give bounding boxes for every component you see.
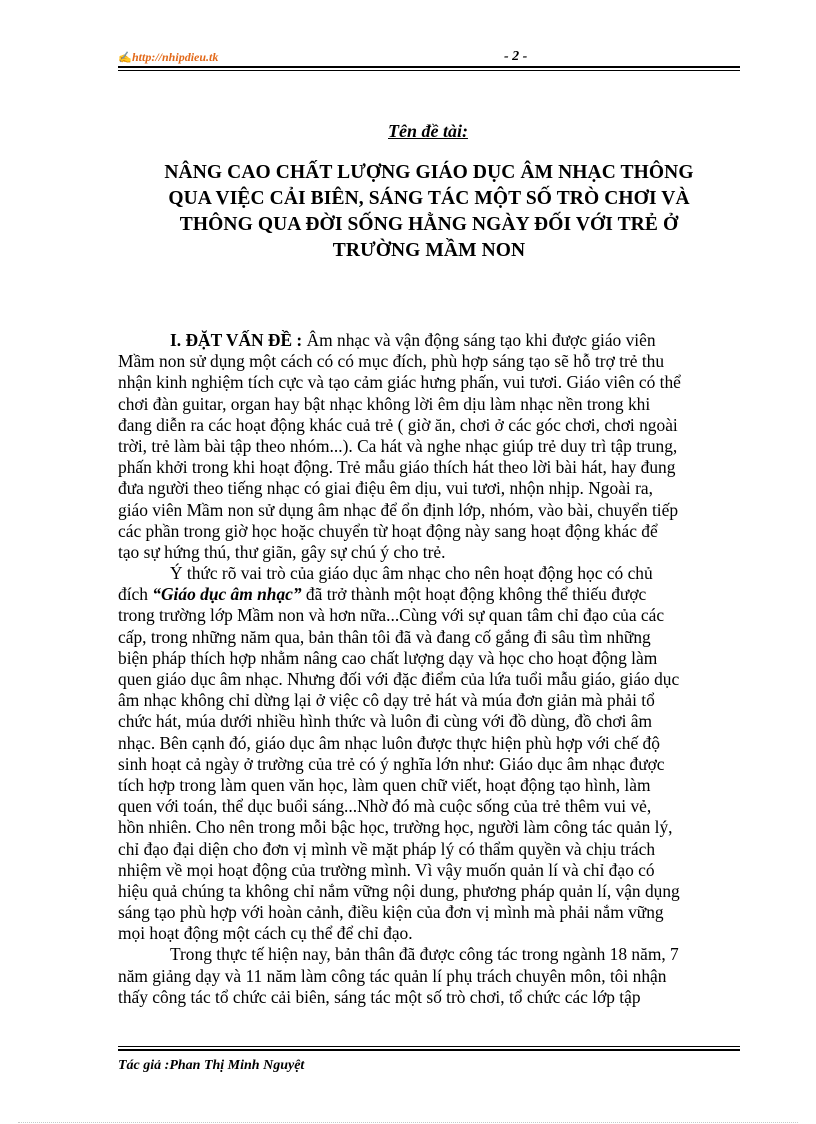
paragraph-line: Trong thực tế hiện nay, bản thân đã được công tác trong ngành 18 năm, 7 xyxy=(170,944,679,965)
paragraph-line: nhận kinh nghiệm tích cực và tạo cảm giác hưng phấn, vui tươi. Giáo viên có thể xyxy=(118,372,681,393)
header-url-link[interactable]: http://nhipdieu.tk xyxy=(132,50,219,64)
paragraph-line: I. ĐẶT VẤN ĐỀ : Âm nhạc và vận động sáng tạo khi được giáo viên xyxy=(170,330,656,350)
paragraph-line: trong trường lớp Mầm non và hơn nữa...Cùng với sự quan tâm chỉ đạo của các xyxy=(118,605,665,626)
title-line: NÂNG CAO CHẤT LƯỢNG GIÁO DỤC ÂM NHẠC THÔNG xyxy=(164,162,694,183)
author-footer: Tác giả :Phan Thị Minh Nguyệt xyxy=(118,1058,305,1073)
header-rule-thin xyxy=(118,70,740,71)
title-line: TRƯỜNG MẦM NON xyxy=(332,240,526,261)
paragraph-line: chỉ đạo đại diện cho đơn vị mình về mặt pháp lý có thẩm quyền và chịu trách xyxy=(118,838,656,859)
emphasis-text: “Giáo dục âm nhạc” xyxy=(152,584,302,605)
section-heading: I. ĐẶT VẤN ĐỀ : xyxy=(170,330,303,350)
writing-hand-icon: ✍ xyxy=(118,52,132,64)
paragraph-line: các phần trong giờ học hoặc chuyển từ hoạt động này sang hoạt động khác để xyxy=(118,520,658,541)
paragraph-line: giáo viên Mầm non sử dụng âm nhạc để ổn định lớp, nhóm, vào bài, chuyển tiếp xyxy=(118,499,679,520)
paragraph-line: phấn khởi trong khi hoạt động. Trẻ mẫu giáo thích hát theo lời bài hát, hay đung xyxy=(118,457,676,478)
paragraph-line: mọi hoạt động một cách cụ thể để chỉ đạo. xyxy=(118,923,413,944)
paragraph-line: Mầm non sử dụng một cách có có mục đích, phù hợp sáng tạo sẽ hỗ trợ trẻ thu xyxy=(118,351,665,372)
paragraph-line: sáng tạo phù hợp với hoàn cảnh, điều kiện của đơn vị mình mà phải nắm vững xyxy=(118,902,664,923)
footer-rule-thick xyxy=(118,1049,740,1051)
paragraph-line: quen giáo dục âm nhạc. Nhưng đối với đặc điểm của lứa tuổi mẫu giáo, giáo dục xyxy=(118,669,680,689)
paragraph-line: tích hợp trong làm quen văn học, làm quen chữ viết, hoạt động tạo hình, làm xyxy=(118,774,651,795)
paragraph-line: quen với toán, thể dục buổi sáng...Nhờ đó mà cuộc sống của trẻ thêm vui vẻ, xyxy=(118,796,652,817)
title-line: QUA VIỆC CẢI BIÊN, SÁNG TÁC MỘT SỐ TRÒ CHƠI VÀ xyxy=(168,188,690,209)
page-number: - 2 - xyxy=(504,49,528,64)
paragraph-line: đang diễn ra các hoạt động khác cuả trẻ ( giờ ăn, chơi ở các góc chơi, chơi ngoài xyxy=(118,414,678,435)
paragraph-line: trời, trẻ làm bài tập theo nhóm...). Ca hát và nghe nhạc giúp trẻ duy trì tập trung, xyxy=(118,435,678,456)
paragraph-line: tạo sự hứng thú, thư giãn, gây sự chú ý cho trẻ. xyxy=(118,541,446,562)
paragraph-line: hiệu quả chúng ta không chỉ nắm vững nội dung, phương pháp quản lí, vận dụng xyxy=(118,880,680,901)
paragraph-line: chức hát, múa dưới nhiều hình thức và luôn đi cùng với đồ dùng, đồ chơi âm xyxy=(118,711,653,732)
paragraph-line: biện pháp thích hợp nhằm nâng cao chất lượng dạy và học cho hoạt động làm xyxy=(118,647,658,668)
paragraph-line: nhiệm về mọi hoạt động của trường mình. Vì vậy muốn quản lí và chỉ đạo có xyxy=(118,859,655,880)
paragraph-line: cấp, trong những năm qua, bản thân tôi đã và đang cố gắng đi sâu tìm những xyxy=(118,626,651,647)
paragraph-line: Ý thức rõ vai trò của giáo dục âm nhạc cho nên hoạt động học có chủ xyxy=(170,563,653,584)
paragraph-line: chơi đàn guitar, organ hay bật nhạc không lời êm dịu làm nhạc nền trong khi xyxy=(118,393,651,414)
topic-label: Tên đề tài: xyxy=(388,121,468,141)
paragraph-line: đưa người theo tiếng nhạc có giai điệu êm dịu, vui tươi, nhộn nhịp. Ngoài ra, xyxy=(118,478,653,499)
header-rule-thick xyxy=(118,66,740,68)
title-line: THÔNG QUA ĐỜI SỐNG HẰNG NGÀY ĐỐI VỚI TRẺ Ở xyxy=(179,214,679,235)
paragraph-line: thấy công tác tổ chức cải biên, sáng tác một số trò chơi, tổ chức các lớp tập xyxy=(118,986,641,1007)
paragraph-line: âm nhạc không chỉ dừng lại ở việc cô dạy trẻ hát và múa đơn giản mà phải tổ xyxy=(118,690,655,711)
document-title xyxy=(118,160,740,264)
paragraph-line: đích “Giáo dục âm nhạc” đã trở thành một hoạt động không thể thiếu được xyxy=(118,584,647,605)
paragraph-line: hồn nhiên. Cho nên trong mỗi bậc học, trường học, người làm công tác quản lý, xyxy=(118,817,673,838)
document-body xyxy=(118,330,746,1008)
paragraph-line: sinh hoạt cả ngày ở trường của trẻ có ý nghĩa lớn như: Giáo dục âm nhạc được xyxy=(118,753,665,774)
paragraph-line: năm giảng dạy và 11 năm làm công tác quản lí phụ trách chuyên môn, tôi nhận xyxy=(118,965,667,986)
footer-rule-thin xyxy=(118,1046,740,1047)
paragraph-line: nhạc. Bên cạnh đó, giáo dục âm nhạc luôn được thực hiện phù hợp với chế độ xyxy=(118,732,660,753)
